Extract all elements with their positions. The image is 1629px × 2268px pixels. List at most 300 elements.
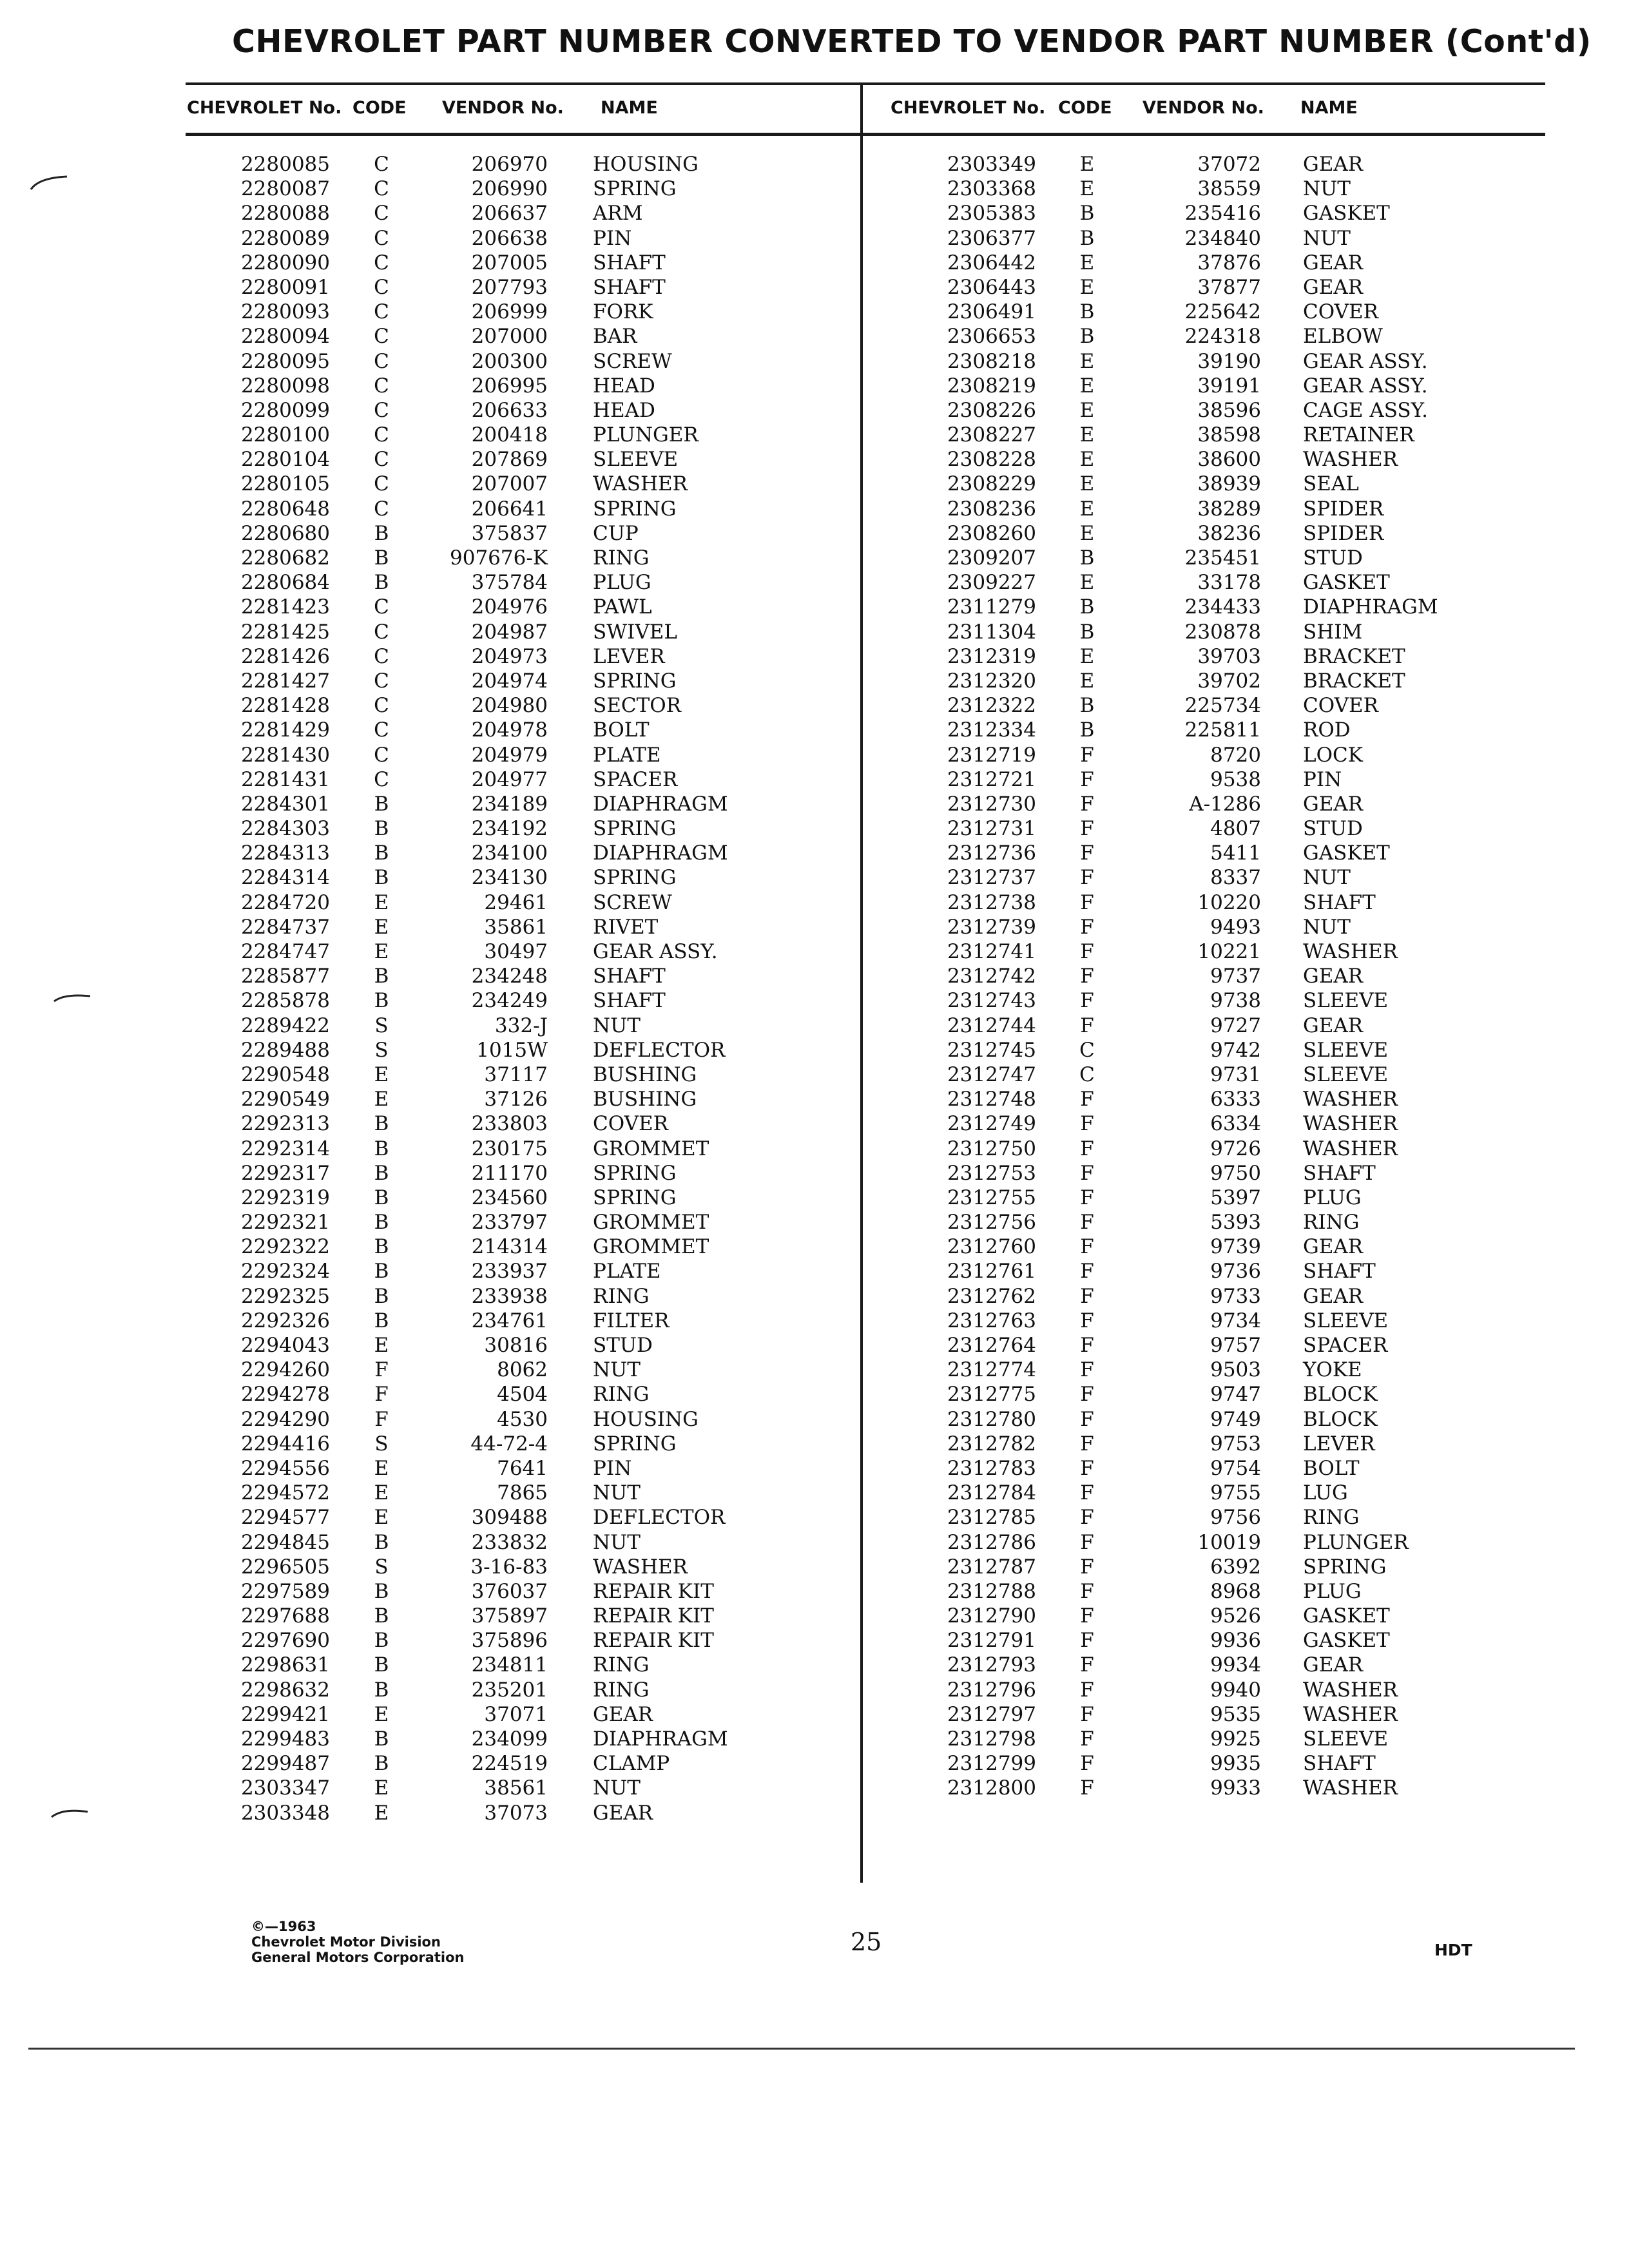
vendor-no-cell: 8062: [497, 1358, 548, 1382]
chevrolet-no-cell: 2308229: [947, 472, 1036, 496]
header-chevrolet-no-left: CHEVROLET No.: [187, 98, 342, 118]
code-cell: F: [1080, 1530, 1094, 1554]
code-cell: C: [374, 497, 389, 521]
vendor-no-cell: 234433: [1184, 595, 1261, 619]
code-cell: E: [374, 940, 389, 963]
chevrolet-no-cell: 2281425: [240, 620, 330, 644]
name-cell: SHAFT: [593, 251, 666, 274]
code-cell: E: [1079, 275, 1095, 299]
chevrolet-no-cell: 2312750: [947, 1137, 1036, 1160]
chevrolet-no-cell: 2294845: [240, 1530, 330, 1554]
code-cell: E: [1079, 669, 1095, 693]
name-cell: HEAD: [593, 374, 655, 398]
code-cell: C: [1079, 1038, 1095, 1062]
chevrolet-no-cell: 2280088: [240, 202, 330, 226]
page-number: 25: [851, 1928, 882, 1956]
chevrolet-no-cell: 2312737: [947, 866, 1036, 890]
chevrolet-no-cell: 2289488: [240, 1038, 330, 1062]
vendor-no-cell: 33178: [1197, 571, 1261, 595]
code-cell: B: [374, 1186, 389, 1209]
name-cell: GEAR ASSY.: [1303, 349, 1428, 373]
chevrolet-no-cell: 2312775: [947, 1383, 1036, 1407]
code-cell: E: [374, 890, 389, 914]
name-cell: LOCK: [1303, 743, 1363, 767]
chevrolet-no-cell: 2292324: [240, 1260, 330, 1283]
name-cell: SCREW: [593, 349, 672, 373]
name-cell: RING: [593, 1383, 650, 1407]
name-cell: NUT: [593, 1358, 641, 1382]
name-cell: BAR: [593, 325, 637, 349]
chevrolet-no-cell: 2308260: [947, 521, 1036, 545]
vendor-no-cell: 207000: [471, 325, 548, 349]
name-cell: GEAR: [1303, 1235, 1364, 1259]
vendor-no-cell: 7641: [497, 1456, 548, 1480]
vendor-no-cell: 206633: [471, 398, 548, 422]
page-title: CHEVROLET PART NUMBER CONVERTED TO VENDOR PART NUMBER (Cont'd): [232, 23, 1592, 60]
chevrolet-no-cell: 2312760: [947, 1235, 1036, 1259]
vendor-no-cell: 233803: [471, 1112, 548, 1136]
chevrolet-no-cell: 2312762: [947, 1284, 1036, 1308]
vendor-no-cell: 5393: [1210, 1211, 1261, 1235]
vendor-no-cell: 234192: [471, 817, 548, 841]
name-cell: GEAR ASSY.: [593, 940, 718, 963]
chevrolet-no-cell: 2312745: [947, 1038, 1036, 1062]
code-cell: C: [374, 398, 389, 422]
chevrolet-no-cell: 2290549: [240, 1088, 330, 1111]
name-cell: GROMMET: [593, 1235, 709, 1259]
code-cell: F: [1080, 792, 1094, 816]
name-cell: GASKET: [1303, 571, 1390, 595]
vendor-no-cell: 9503: [1210, 1358, 1261, 1382]
code-cell: C: [374, 153, 389, 176]
name-cell: WASHER: [1303, 448, 1398, 472]
vendor-no-cell: 38559: [1197, 177, 1261, 201]
vendor-no-cell: 376037: [471, 1579, 548, 1603]
code-cell: E: [374, 1334, 389, 1357]
code-cell: F: [1080, 767, 1094, 791]
vendor-no-cell: 6334: [1210, 1112, 1261, 1136]
code-cell: B: [374, 1211, 389, 1235]
header-chevrolet-no-right: CHEVROLET No.: [891, 98, 1046, 118]
chevrolet-no-cell: 2280680: [240, 521, 330, 545]
name-cell: GEAR: [1303, 792, 1364, 816]
code-cell: B: [374, 1161, 389, 1185]
vendor-no-cell: 206995: [471, 374, 548, 398]
vendor-no-cell: 9535: [1210, 1702, 1261, 1726]
code-cell: E: [1079, 251, 1095, 274]
code-cell: F: [1080, 1161, 1094, 1185]
vendor-no-cell: 9936: [1210, 1629, 1261, 1653]
code-cell: F: [1080, 1653, 1094, 1677]
chevrolet-no-cell: 2292319: [240, 1186, 330, 1209]
code-cell: E: [1079, 472, 1095, 496]
chevrolet-no-cell: 2294260: [240, 1358, 330, 1382]
header-vendor-no-right: VENDOR No.: [1142, 98, 1264, 118]
code-cell: F: [1080, 1358, 1094, 1382]
chevrolet-no-cell: 2312731: [947, 817, 1036, 841]
chevrolet-no-cell: 2281428: [240, 694, 330, 718]
vendor-no-cell: 38939: [1197, 472, 1261, 496]
chevrolet-no-cell: 2306377: [947, 226, 1036, 250]
code-cell: B: [374, 1629, 389, 1653]
chevrolet-no-cell: 2312796: [947, 1678, 1036, 1702]
chevrolet-no-cell: 2311279: [947, 595, 1036, 619]
code-cell: C: [374, 620, 389, 644]
code-cell: F: [1080, 1383, 1094, 1407]
name-cell: PIN: [1303, 767, 1342, 791]
name-cell: ELBOW: [1303, 325, 1383, 349]
code-cell: C: [374, 177, 389, 201]
chevrolet-no-cell: 2289422: [240, 1014, 330, 1037]
code-cell: C: [374, 202, 389, 226]
name-cell: PLUNGER: [593, 423, 699, 447]
name-cell: BRACKET: [1303, 669, 1405, 693]
vendor-no-cell: 10220: [1197, 890, 1261, 914]
margin-mark: [49, 1803, 90, 1822]
name-cell: SHAFT: [1303, 890, 1376, 914]
name-cell: SPRING: [593, 1432, 677, 1456]
chevrolet-no-cell: 2312787: [947, 1555, 1036, 1579]
chevrolet-no-cell: 2312793: [947, 1653, 1036, 1677]
code-cell: E: [1079, 521, 1095, 545]
vendor-no-cell: 9755: [1210, 1481, 1261, 1505]
name-cell: SPIDER: [1303, 497, 1384, 521]
name-cell: NUT: [1303, 866, 1351, 890]
chevrolet-no-cell: 2309207: [947, 546, 1036, 570]
name-cell: SHAFT: [593, 989, 666, 1013]
vendor-no-cell: 39190: [1197, 349, 1261, 373]
name-cell: SCREW: [593, 890, 672, 914]
name-cell: CAGE ASSY.: [1303, 398, 1428, 422]
vendor-no-cell: 9749: [1210, 1407, 1261, 1431]
chevrolet-no-cell: 2312721: [947, 767, 1036, 791]
column-divider: [860, 84, 863, 1883]
name-cell: BRACKET: [1303, 644, 1405, 668]
chevrolet-no-cell: 2298632: [240, 1678, 330, 1702]
name-cell: PLATE: [593, 743, 661, 767]
name-cell: WASHER: [1303, 1088, 1398, 1111]
vendor-no-cell: 375897: [471, 1604, 548, 1628]
name-cell: FILTER: [593, 1309, 670, 1332]
chevrolet-no-cell: 2308226: [947, 398, 1036, 422]
chevrolet-no-cell: 2312786: [947, 1530, 1036, 1554]
vendor-no-cell: 207869: [471, 448, 548, 472]
name-cell: NUT: [1303, 915, 1351, 939]
chevrolet-no-cell: 2284747: [240, 940, 330, 963]
code-cell: E: [1079, 398, 1095, 422]
code-cell: B: [374, 1752, 389, 1776]
vendor-no-cell: 8720: [1210, 743, 1261, 767]
chevrolet-no-cell: 2294278: [240, 1383, 330, 1407]
vendor-no-cell: 204976: [471, 595, 548, 619]
margin-mark: [28, 173, 70, 192]
name-cell: NUT: [593, 1014, 641, 1037]
vendor-no-cell: 9940: [1210, 1678, 1261, 1702]
vendor-no-cell: 204974: [471, 669, 548, 693]
name-cell: RETAINER: [1303, 423, 1414, 447]
chevrolet-no-cell: 2294572: [240, 1481, 330, 1505]
vendor-no-cell: 9726: [1210, 1137, 1261, 1160]
vendor-no-cell: 8337: [1210, 866, 1261, 890]
chevrolet-no-cell: 2312784: [947, 1481, 1036, 1505]
vendor-no-cell: 9538: [1210, 767, 1261, 791]
code-cell: E: [1079, 423, 1095, 447]
chevrolet-no-cell: 2297688: [240, 1604, 330, 1628]
name-cell: GEAR: [1303, 1284, 1364, 1308]
chevrolet-no-cell: 2312744: [947, 1014, 1036, 1037]
code-cell: F: [1080, 1506, 1094, 1530]
vendor-no-cell: 39702: [1197, 669, 1261, 693]
name-cell: SPRING: [593, 866, 677, 890]
chevrolet-no-cell: 2299487: [240, 1752, 330, 1776]
code-cell: C: [374, 694, 389, 718]
code-cell: B: [374, 1112, 389, 1136]
vendor-no-cell: 234130: [471, 866, 548, 890]
vendor-no-cell: 204987: [471, 620, 548, 644]
name-cell: STUD: [1303, 817, 1363, 841]
code-cell: B: [374, 965, 389, 988]
vendor-no-cell: 9733: [1210, 1284, 1261, 1308]
vendor-no-cell: 5397: [1210, 1186, 1261, 1209]
chevrolet-no-cell: 2303347: [240, 1776, 330, 1800]
code-cell: S: [374, 1014, 389, 1037]
code-cell: F: [1080, 1555, 1094, 1579]
name-cell: SPIDER: [1303, 521, 1384, 545]
vendor-no-cell: 230175: [471, 1137, 548, 1160]
bottom-rule: [28, 2048, 1575, 2050]
code-cell: B: [1079, 226, 1095, 250]
vendor-no-cell: 204977: [471, 767, 548, 791]
top-rule: [186, 82, 1545, 85]
code-cell: C: [374, 644, 389, 668]
chevrolet-no-cell: 2292325: [240, 1284, 330, 1308]
vendor-no-cell: 7865: [497, 1481, 548, 1505]
vendor-no-cell: 4807: [1210, 817, 1261, 841]
vendor-no-cell: 9933: [1210, 1776, 1261, 1800]
code-cell: F: [1080, 989, 1094, 1013]
name-cell: BUSHING: [593, 1088, 697, 1111]
chevrolet-no-cell: 2312761: [947, 1260, 1036, 1283]
name-cell: SLEEVE: [593, 448, 679, 472]
name-cell: SLEEVE: [1303, 1062, 1389, 1086]
vendor-no-cell: 234099: [471, 1727, 548, 1751]
code-cell: B: [374, 1260, 389, 1283]
vendor-no-cell: 375784: [471, 571, 548, 595]
chevrolet-no-cell: 2312730: [947, 792, 1036, 816]
code-cell: F: [1080, 940, 1094, 963]
chevrolet-no-cell: 2280684: [240, 571, 330, 595]
vendor-no-cell: 10019: [1197, 1530, 1261, 1554]
vendor-no-cell: 204979: [471, 743, 548, 767]
vendor-no-cell: 200300: [471, 349, 548, 373]
name-cell: RING: [593, 1678, 650, 1702]
chevrolet-no-cell: 2303368: [947, 177, 1036, 201]
code-cell: C: [1079, 1062, 1095, 1086]
vendor-no-cell: 235416: [1184, 202, 1261, 226]
chevrolet-no-cell: 2312749: [947, 1112, 1036, 1136]
chevrolet-no-cell: 2280090: [240, 251, 330, 274]
code-cell: F: [1080, 1088, 1094, 1111]
code-cell: C: [374, 349, 389, 373]
code-cell: F: [1080, 1481, 1094, 1505]
name-cell: RING: [1303, 1211, 1360, 1235]
code-cell: B: [374, 1653, 389, 1677]
code-cell: B: [374, 1137, 389, 1160]
name-cell: SPRING: [593, 669, 677, 693]
code-cell: F: [374, 1358, 389, 1382]
code-cell: E: [374, 915, 389, 939]
name-cell: YOKE: [1303, 1358, 1362, 1382]
chevrolet-no-cell: 2294416: [240, 1432, 330, 1456]
code-cell: B: [374, 866, 389, 890]
name-cell: GEAR: [1303, 1014, 1364, 1037]
chevrolet-no-cell: 2294577: [240, 1506, 330, 1530]
chevrolet-no-cell: 2280095: [240, 349, 330, 373]
code-cell: B: [374, 841, 389, 865]
code-cell: F: [1080, 1407, 1094, 1431]
vendor-no-cell: 6392: [1210, 1555, 1261, 1579]
chevrolet-no-cell: 2280104: [240, 448, 330, 472]
name-cell: SHAFT: [1303, 1752, 1376, 1776]
vendor-no-cell: 30497: [484, 940, 548, 963]
chevrolet-no-cell: 2294556: [240, 1456, 330, 1480]
division-text: Chevrolet Motor Division: [251, 1934, 441, 1950]
vendor-no-cell: 44-72-4: [470, 1432, 548, 1456]
doc-code: HDT: [1434, 1941, 1472, 1959]
code-cell: E: [374, 1088, 389, 1111]
chevrolet-no-cell: 2292322: [240, 1235, 330, 1259]
name-cell: NUT: [1303, 177, 1351, 201]
header-name-right: NAME: [1300, 98, 1358, 118]
vendor-no-cell: 234840: [1184, 226, 1261, 250]
code-cell: F: [1080, 1137, 1094, 1160]
vendor-no-cell: 204973: [471, 644, 548, 668]
chevrolet-no-cell: 2312756: [947, 1211, 1036, 1235]
chevrolet-no-cell: 2284720: [240, 890, 330, 914]
name-cell: PLUG: [593, 571, 651, 595]
vendor-no-cell: 6333: [1210, 1088, 1261, 1111]
name-cell: WASHER: [593, 472, 688, 496]
name-cell: GASKET: [1303, 202, 1390, 226]
code-cell: B: [374, 1530, 389, 1554]
code-cell: F: [1080, 841, 1094, 865]
chevrolet-no-cell: 2306442: [947, 251, 1036, 274]
chevrolet-no-cell: 2312322: [947, 694, 1036, 718]
name-cell: GASKET: [1303, 1604, 1390, 1628]
vendor-no-cell: 29461: [484, 890, 548, 914]
chevrolet-no-cell: 2312797: [947, 1702, 1036, 1726]
code-cell: C: [374, 472, 389, 496]
vendor-no-cell: 37072: [1197, 153, 1261, 176]
vendor-no-cell: 235201: [471, 1678, 548, 1702]
vendor-no-cell: 3-16-83: [470, 1555, 548, 1579]
code-cell: B: [374, 792, 389, 816]
vendor-no-cell: 9756: [1210, 1506, 1261, 1530]
name-cell: SPRING: [593, 177, 677, 201]
chevrolet-no-cell: 2280091: [240, 275, 330, 299]
code-cell: E: [374, 1801, 389, 1825]
name-cell: BOLT: [1303, 1456, 1360, 1480]
chevrolet-no-cell: 2312799: [947, 1752, 1036, 1776]
code-cell: C: [374, 767, 389, 791]
code-cell: F: [1080, 1727, 1094, 1751]
vendor-no-cell: 234761: [471, 1309, 548, 1332]
chevrolet-no-cell: 2280098: [240, 374, 330, 398]
vendor-no-cell: 38596: [1197, 398, 1261, 422]
vendor-no-cell: 206638: [471, 226, 548, 250]
vendor-no-cell: 235451: [1184, 546, 1261, 570]
chevrolet-no-cell: 2299421: [240, 1702, 330, 1726]
chevrolet-no-cell: 2312748: [947, 1088, 1036, 1111]
chevrolet-no-cell: 2294043: [240, 1334, 330, 1357]
code-cell: C: [374, 595, 389, 619]
code-cell: F: [1080, 1211, 1094, 1235]
code-cell: F: [1080, 1702, 1094, 1726]
chevrolet-no-cell: 2312783: [947, 1456, 1036, 1480]
code-cell: B: [374, 546, 389, 570]
vendor-no-cell: 37071: [484, 1702, 548, 1726]
vendor-no-cell: 207007: [471, 472, 548, 496]
vendor-no-cell: 9738: [1210, 989, 1261, 1013]
chevrolet-no-cell: 2312764: [947, 1334, 1036, 1357]
name-cell: REPAIR KIT: [593, 1579, 714, 1603]
name-cell: SECTOR: [593, 694, 682, 718]
vendor-no-cell: 230878: [1184, 620, 1261, 644]
chevrolet-no-cell: 2308228: [947, 448, 1036, 472]
name-cell: ARM: [593, 202, 643, 226]
chevrolet-no-cell: 2312755: [947, 1186, 1036, 1209]
chevrolet-no-cell: 2312334: [947, 718, 1036, 742]
vendor-no-cell: 37117: [484, 1062, 548, 1086]
vendor-no-cell: 204978: [471, 718, 548, 742]
name-cell: RING: [1303, 1506, 1360, 1530]
chevrolet-no-cell: 2311304: [947, 620, 1036, 644]
chevrolet-no-cell: 2280087: [240, 177, 330, 201]
name-cell: SHAFT: [1303, 1161, 1376, 1185]
name-cell: GASKET: [1303, 841, 1390, 865]
vendor-no-cell: 9526: [1210, 1604, 1261, 1628]
code-cell: B: [374, 1235, 389, 1259]
name-cell: SPRING: [1303, 1555, 1387, 1579]
chevrolet-no-cell: 2312774: [947, 1358, 1036, 1382]
chevrolet-no-cell: 2285878: [240, 989, 330, 1013]
code-cell: F: [1080, 1334, 1094, 1357]
vendor-no-cell: 206637: [471, 202, 548, 226]
vendor-no-cell: 207005: [471, 251, 548, 274]
name-cell: NUT: [593, 1530, 641, 1554]
chevrolet-no-cell: 2312782: [947, 1432, 1036, 1456]
vendor-no-cell: 204980: [471, 694, 548, 718]
code-cell: B: [374, 571, 389, 595]
code-cell: F: [1080, 1629, 1094, 1653]
chevrolet-no-cell: 2308236: [947, 497, 1036, 521]
vendor-no-cell: 9727: [1210, 1014, 1261, 1037]
code-cell: F: [1080, 890, 1094, 914]
chevrolet-no-cell: 2306443: [947, 275, 1036, 299]
vendor-no-cell: 224318: [1184, 325, 1261, 349]
name-cell: LEVER: [1303, 1432, 1375, 1456]
vendor-no-cell: 233938: [471, 1284, 548, 1308]
code-cell: F: [1080, 817, 1094, 841]
code-cell: E: [1079, 448, 1095, 472]
code-cell: E: [1079, 177, 1095, 201]
vendor-no-cell: 234560: [471, 1186, 548, 1209]
name-cell: SLEEVE: [1303, 1309, 1389, 1332]
name-cell: DIAPHRAGM: [593, 1727, 728, 1751]
vendor-no-cell: 234248: [471, 965, 548, 988]
vendor-no-cell: 225734: [1184, 694, 1261, 718]
name-cell: PIN: [593, 1456, 632, 1480]
